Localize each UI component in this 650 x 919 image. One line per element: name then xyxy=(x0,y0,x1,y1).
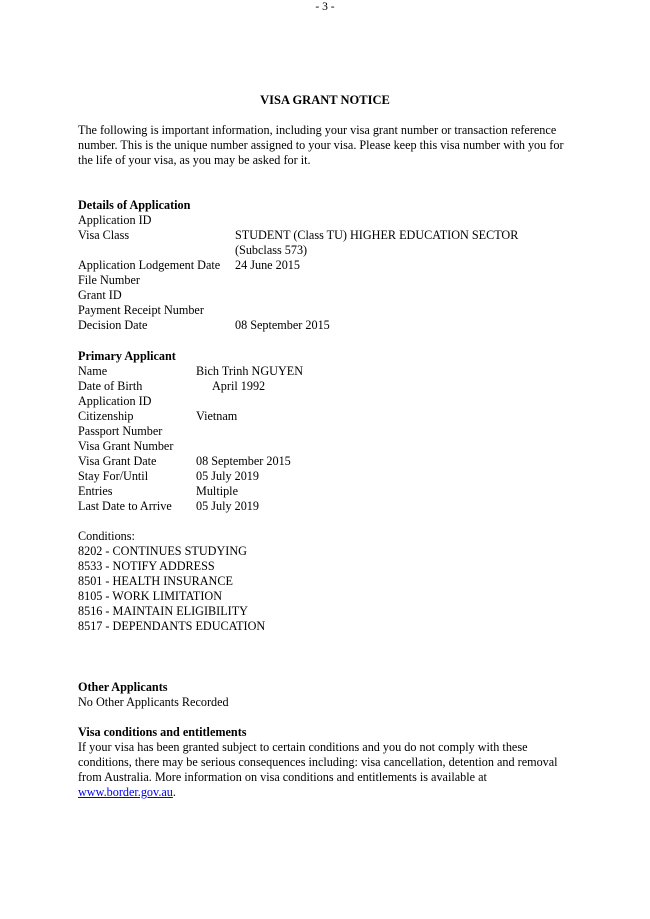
payment-receipt-label: Payment Receipt Number xyxy=(78,303,204,317)
border-website-link[interactable]: www.border.gov.au xyxy=(78,785,173,799)
citizenship-label: Citizenship xyxy=(78,409,134,423)
details-heading: Details of Application xyxy=(78,198,191,212)
dob-label: Date of Birth xyxy=(78,379,143,393)
other-applicants-section xyxy=(78,680,578,710)
conditions-section xyxy=(78,529,578,634)
entitlements-paragraph xyxy=(78,740,570,800)
stay-value: 05 July 2019 xyxy=(196,469,259,483)
page-title: VISA GRANT NOTICE xyxy=(260,93,390,107)
passport-label: Passport Number xyxy=(78,424,163,438)
lodgement-date-label: Application Lodgement Date xyxy=(78,258,221,272)
last-arrive-label: Last Date to Arrive xyxy=(78,499,172,513)
primary-applicant-section xyxy=(78,349,578,514)
condition-item: 8501 - HEALTH INSURANCE xyxy=(78,574,233,588)
decision-date-value: 08 September 2015 xyxy=(235,318,330,332)
lodgement-date-value: 24 June 2015 xyxy=(235,258,300,272)
visa-class-value-line1: STUDENT (Class TU) HIGHER EDUCATION SECTOR xyxy=(235,228,519,242)
grant-number-label: Visa Grant Number xyxy=(78,439,174,453)
primary-application-id-label: Application ID xyxy=(78,394,152,408)
entitlements-trailing: . xyxy=(172,785,176,799)
visa-class-value-line2: (Subclass 573) xyxy=(235,243,308,257)
condition-item: 8105 - WORK LIMITATION xyxy=(78,589,223,603)
condition-item: 8202 - CONTINUES STUDYING xyxy=(78,544,247,558)
entries-label: Entries xyxy=(78,484,113,498)
primary-heading: Primary Applicant xyxy=(78,349,176,363)
name-value: Bich Trinh NGUYEN xyxy=(196,364,303,378)
dob-value: April 1992 xyxy=(212,379,266,393)
details-section xyxy=(78,198,578,333)
condition-item: 8533 - NOTIFY ADDRESS xyxy=(78,559,215,573)
entitlements-section xyxy=(78,725,570,800)
other-heading: Other Applicants xyxy=(78,680,168,694)
conditions-heading: Conditions: xyxy=(78,529,135,543)
name-label: Name xyxy=(78,364,108,378)
last-arrive-value: 05 July 2019 xyxy=(196,499,259,513)
entitlements-text: If your visa has been granted subject to certain conditions and you do not comply with these conditions, there may be serious consequences including: visa cancellation, detention and removal from Australia. More information on visa conditions and entitlements is available at xyxy=(78,740,558,784)
entries-value: Multiple xyxy=(196,484,238,498)
intro-paragraph: The following is important information, including your visa grant number or transaction reference number. This is the unique number assigned to your visa. Please keep this visa number with you for the life of your visa, as you may be asked for it. xyxy=(78,123,564,167)
condition-item: 8516 - MAINTAIN ELIGIBILITY xyxy=(78,604,248,618)
grant-id-label: Grant ID xyxy=(78,288,122,302)
entitlements-heading: Visa conditions and entitlements xyxy=(78,725,247,739)
grant-date-value: 08 September 2015 xyxy=(196,454,291,468)
stay-label: Stay For/Until xyxy=(78,469,149,483)
visa-class-label: Visa Class xyxy=(78,228,130,242)
citizenship-value: Vietnam xyxy=(196,409,238,423)
page-number: - 3 - xyxy=(315,1,335,13)
file-number-label: File Number xyxy=(78,273,140,287)
grant-date-label: Visa Grant Date xyxy=(78,454,157,468)
application-id-label: Application ID xyxy=(78,213,152,227)
decision-date-label: Decision Date xyxy=(78,318,148,332)
condition-item: 8517 - DEPENDANTS EDUCATION xyxy=(78,619,266,633)
other-text: No Other Applicants Recorded xyxy=(78,695,229,709)
